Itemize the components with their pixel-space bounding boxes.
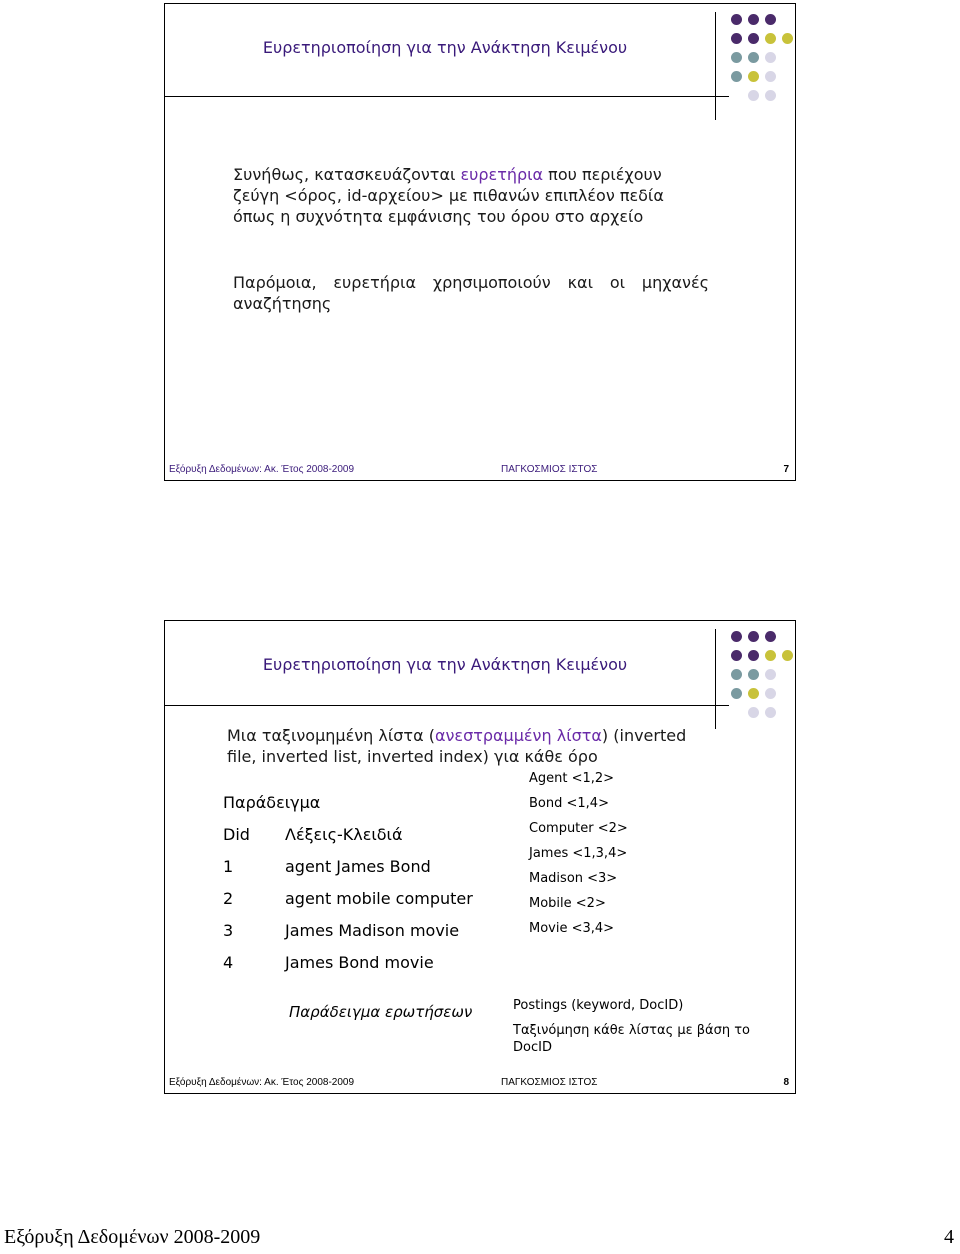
list-item: Agent <1,2> [529,771,615,786]
row-did: 2 [223,889,234,908]
page-footer-title: Εξόρυξη Δεδομένων 2008-2009 [4,1226,261,1248]
header-keywords: Λέξεις-Κλειδιά [285,825,403,844]
decorative-dot [731,52,742,63]
footer-course: Εξόρυξη Δεδομένων: Ακ. Έτος 2008-2009 [169,464,355,475]
paragraph-text: που περιέχουν ζεύγη <όρος, id-αρχείου> με πιθανών επιπλέον πεδία όπως η συχνότητα εμφάνισης του όρου στο αρχείο [233,165,664,226]
highlighted-term: ευρετήρια [460,165,544,184]
decorative-dot [748,33,759,44]
footer-topic: ΠΑΓΚΟΣΜΙΟΣ ΙΣΤΟΣ [501,1077,598,1088]
footer-course: Εξόρυξη Δεδομένων: Ακ. Έτος 2008-2009 [169,1077,355,1088]
inverted-list-intro [227,725,697,767]
decorative-dot [748,71,759,82]
slide-8 [164,620,796,1094]
query-example-label: Παράδειγμα ερωτήσεων [289,1003,473,1021]
list-item: Mobile <2> [529,896,606,911]
footer-slide-number: 7 [783,464,789,475]
decorative-dot [731,650,742,661]
row-keywords: agent mobile computer [285,889,473,908]
decorative-dot [782,650,793,661]
header-did: Did [223,825,250,844]
page-footer [0,1226,960,1254]
intro-text: ) (inverted file, inverted list, inverted index) για κάθε όρο [227,726,687,766]
paragraph-search-engines: Παρόμοια, ευρετήρια χρησιμοποιούν και οι μηχανές αναζήτησης [233,273,709,313]
decorative-dot [748,52,759,63]
footer-slide-number: 8 [783,1077,789,1088]
title-divider-vertical [715,629,716,729]
decorative-dot [782,33,793,44]
decorative-dot [748,650,759,661]
title-divider-horizontal [165,705,729,706]
decorative-dot [765,71,776,82]
decorative-dot [765,90,776,101]
decorative-dot [731,669,742,680]
highlighted-term: ανεστραμμένη λίστα [434,726,602,745]
row-did: 3 [223,921,234,940]
postings-sorting: Ταξινόμηση κάθε λίστας με βάση το DocID [513,1023,751,1055]
list-item: Madison <3> [529,871,618,886]
list-item: Movie <3,4> [529,921,615,936]
decorative-dot [765,707,776,718]
footer-topic: ΠΑΓΚΟΣΜΙΟΣ ΙΣΤΟΣ [501,464,598,475]
page-number: 4 [944,1226,954,1248]
decorative-dot [731,33,742,44]
postings-note [513,997,753,1056]
row-keywords: James Bond movie [285,953,434,972]
decorative-dot [748,14,759,25]
paragraph-indexes [233,164,709,227]
decorative-dot [731,688,742,699]
decorative-dot [765,650,776,661]
row-did: 4 [223,953,234,972]
decorative-dot [748,631,759,642]
row-did: 1 [223,857,234,876]
list-item: Bond <1,4> [529,796,609,811]
row-keywords: James Madison movie [285,921,460,940]
example-label: Παράδειγμα [223,793,321,812]
intro-text: Μια ταξινομημένη λίστα ( [227,726,435,745]
title-divider-horizontal [165,96,729,97]
decorative-dot [731,631,742,642]
slide-title: Ευρετηριοποίηση για την Ανάκτηση Κειμένου [262,655,628,674]
list-item: Computer <2> [529,821,628,836]
decorative-dot [765,14,776,25]
decorative-dot [765,631,776,642]
slide-title: Ευρετηριοποίηση για την Ανάκτηση Κειμένου [262,38,628,57]
slide-footer [169,1077,789,1091]
slide-footer [169,464,789,478]
decorative-dot [748,90,759,101]
row-keywords: agent James Bond [285,857,431,876]
decorative-dot [765,688,776,699]
decorative-dot [765,33,776,44]
postings-definition: Postings (keyword, DocID) [513,998,684,1013]
title-divider-vertical [715,12,716,120]
paragraph-text: Συνήθως, κατασκευάζονται [233,165,461,184]
decorative-dot [748,669,759,680]
decorative-dot [748,688,759,699]
decorative-dot [731,14,742,25]
decorative-dot [731,71,742,82]
decorative-dot [765,669,776,680]
decorative-dot [765,52,776,63]
slide-7 [164,3,796,481]
list-item: James <1,3,4> [529,846,628,861]
decorative-dot [748,707,759,718]
